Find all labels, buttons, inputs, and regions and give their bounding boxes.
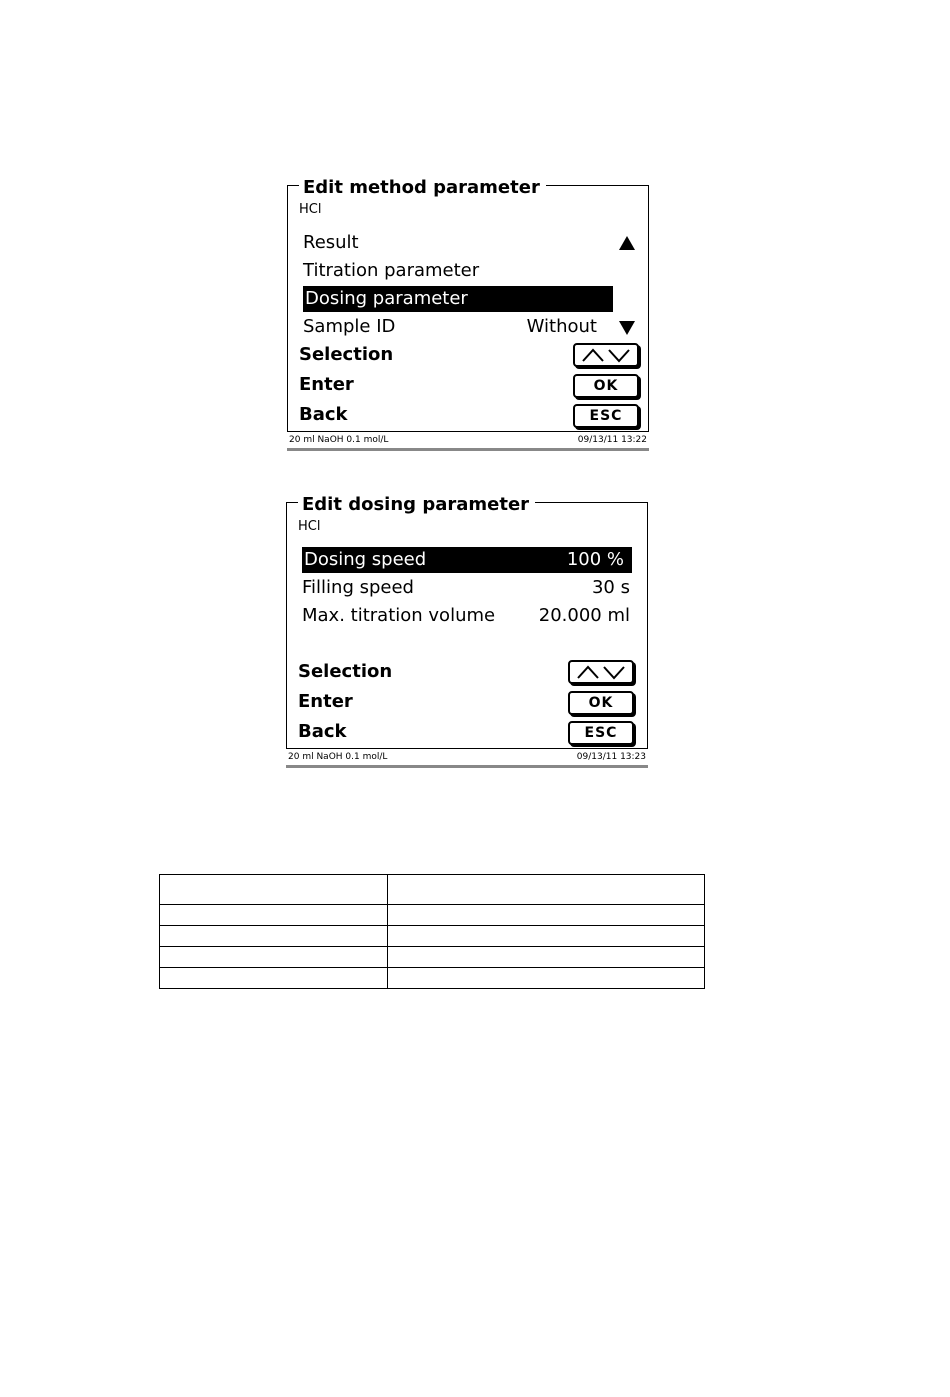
esc-key[interactable]: ESC	[568, 721, 634, 745]
key-label-selection: Selection	[299, 344, 394, 365]
menu-item-label: Sample ID	[303, 316, 396, 337]
triangle-down-icon[interactable]	[619, 321, 635, 335]
key-label-enter: Enter	[299, 374, 354, 395]
ok-key[interactable]: OK	[573, 374, 639, 398]
up-down-key[interactable]	[568, 660, 634, 684]
menu-item-label: Filling speed	[302, 577, 414, 598]
table-row	[160, 905, 705, 926]
menu-item-dosing-parameter[interactable]	[303, 286, 613, 312]
table-row	[160, 875, 705, 905]
key-label-back: Back	[299, 404, 348, 425]
table-cell	[160, 947, 388, 968]
table-cell	[160, 905, 388, 926]
table-row	[160, 968, 705, 989]
edit-dosing-parameter-screen	[286, 494, 648, 770]
menu-item-value: 20.000 ml	[538, 605, 630, 626]
status-reagent: 20 ml NaOH 0.1 mol/L	[289, 435, 389, 445]
table-cell	[388, 968, 705, 989]
menu-item-value: Without	[526, 316, 597, 337]
key-label-enter: Enter	[298, 691, 353, 712]
table-cell	[388, 905, 705, 926]
menu-item-result[interactable]	[303, 230, 613, 256]
key-label-selection: Selection	[298, 661, 393, 682]
menu-item-dosing-speed[interactable]	[302, 547, 632, 573]
menu-item-label: Result	[303, 232, 359, 253]
empty-table	[159, 874, 705, 989]
up-down-arrows-icon	[574, 664, 628, 680]
table-row	[160, 926, 705, 947]
status-reagent: 20 ml NaOH 0.1 mol/L	[288, 752, 388, 762]
menu-item-value: 100 %	[566, 549, 624, 570]
menu-item-filling-speed[interactable]	[302, 575, 632, 601]
status-datetime: 09/13/11 13:23	[576, 752, 646, 762]
ok-key[interactable]: OK	[568, 691, 634, 715]
screen-title: Edit method parameter	[299, 178, 546, 198]
key-label-back: Back	[298, 721, 347, 742]
menu-item-max-titration-volume[interactable]	[302, 603, 632, 629]
menu-item-titration-parameter[interactable]	[303, 258, 613, 284]
table-cell	[160, 926, 388, 947]
screen-title: Edit dosing parameter	[298, 495, 535, 515]
menu-item-value: 30 s	[591, 577, 630, 598]
status-bar-underline	[286, 765, 648, 768]
menu-item-label: Max. titration volume	[302, 605, 496, 626]
table-cell	[160, 968, 388, 989]
table-cell	[388, 926, 705, 947]
table-row	[160, 947, 705, 968]
status-bar-underline	[287, 448, 649, 451]
up-down-arrows-icon	[579, 347, 633, 363]
table-cell	[388, 947, 705, 968]
screen-subtitle: HCl	[298, 519, 321, 534]
up-down-key[interactable]	[573, 343, 639, 367]
screen-subtitle: HCl	[299, 202, 322, 217]
status-datetime: 09/13/11 13:22	[577, 435, 647, 445]
table-cell	[160, 875, 388, 905]
triangle-up-icon[interactable]	[619, 236, 635, 250]
edit-method-parameter-screen	[287, 177, 649, 453]
menu-item-label: Dosing parameter	[305, 288, 468, 309]
menu-item-label: Dosing speed	[304, 549, 427, 570]
table-cell	[388, 875, 705, 905]
esc-key[interactable]: ESC	[573, 404, 639, 428]
menu-item-sample-id[interactable]	[303, 314, 619, 340]
menu-item-label: Titration parameter	[303, 260, 480, 281]
